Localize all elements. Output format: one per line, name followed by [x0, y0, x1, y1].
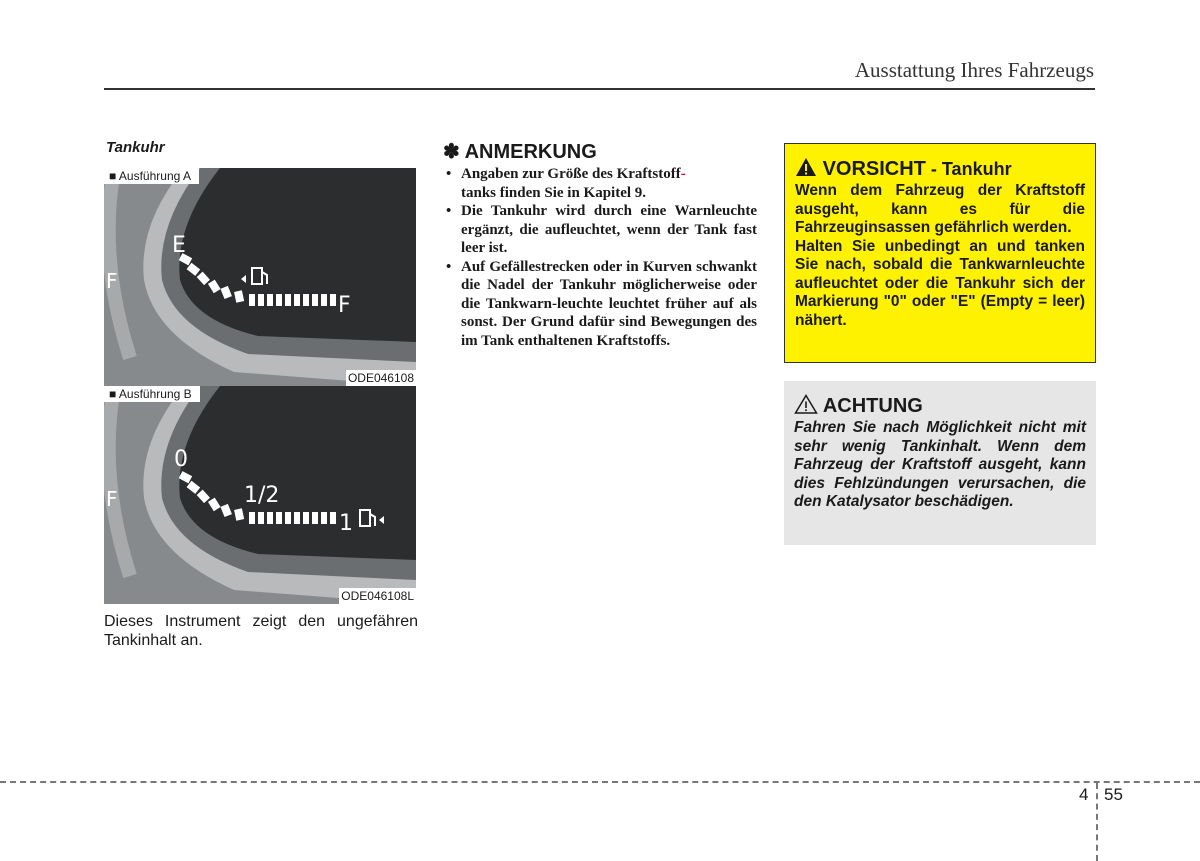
gauge-a-full-mark: F — [338, 293, 351, 318]
warning-filled-icon — [795, 157, 817, 177]
note-symbol: ✽ — [443, 141, 460, 163]
fuel-gauge-image-b — [104, 386, 416, 604]
note-item: • Die Tankuhr wird durch eine Warnleuchte ergänzt, die aufleuchtet, wenn der Tank fast leer ist. — [443, 202, 757, 258]
warning-title: ACHTUNG — [794, 394, 923, 418]
warning-paragraph: Fahren Sie nach Möglichkeit nicht mit sehr wenig Tankinhalt. Wenn dem Fahrzeug der Kraftstoff ausgeht, kann dies Fehlzündungen verursachen, die den Katalysator beschädigen. — [794, 419, 1086, 510]
fuel-gauge-image-a — [104, 168, 416, 386]
footer-divider — [1096, 783, 1098, 861]
partial-scale-mark: F — [106, 487, 118, 511]
gauge-variant-b-label: ■ Ausführung B — [104, 386, 200, 402]
warning-box — [784, 381, 1096, 545]
gauge-b-image-code: ODE046108L — [341, 589, 414, 603]
note-item: • Auf Gefällestrecken oder in Kurven schwankt die Nadel der Tankuhr möglicherweise oder die Tankwarn-leuchte leuchtet früher auf als sonst. Der Grund dafür sind Bewegungen des im Tank enthaltenen Kraftstoffs. — [443, 258, 757, 351]
chapter-number: 4 — [1079, 785, 1089, 804]
gauge-caption: Dieses Instrument zeigt den ungefähren Tankinhalt an. — [104, 613, 418, 649]
gauge-b-half-mark: 1/2 — [244, 483, 280, 508]
running-header-title: Ausstattung Ihres Fahrzeugs — [854, 58, 1094, 82]
caution-title: VORSICHT - Tankuhr — [795, 157, 1012, 181]
partial-scale-mark: F — [106, 269, 118, 293]
note-title: ANMERKUNG — [464, 141, 597, 163]
caution-paragraph: Halten Sie unbedingt an und tanken Sie nach, sobald die Tankwarnleuchte aufleuchtet oder die Tankuhr sich der Markierung "0" oder "E" (Empty = leer) nähert. — [795, 237, 1085, 329]
note-list — [443, 165, 757, 350]
gauge-a-image-code: ODE046108 — [347, 371, 414, 385]
warning-outline-icon — [794, 394, 818, 414]
footer-rule — [0, 781, 1200, 783]
page-number: 55 — [1104, 785, 1123, 804]
note-heading — [443, 139, 597, 164]
section-label-tankuhr: Tankuhr — [106, 139, 165, 156]
gauge-b-full-mark: 1 — [339, 511, 353, 536]
caution-box — [784, 143, 1096, 363]
header-rule — [104, 88, 1095, 90]
gauge-a-empty-mark: E — [172, 233, 186, 258]
note-item: • Angaben zur Größe des Kraftstoff- tanks finden Sie in Kapitel 9. — [443, 165, 757, 202]
gauge-b-empty-mark: 0 — [174, 447, 188, 472]
gauge-variant-a-label: ■ Ausführung A — [104, 168, 199, 184]
warning-text — [794, 419, 1086, 512]
caution-text — [795, 182, 1085, 330]
caution-paragraph: Wenn dem Fahrzeug der Kraftstoff ausgeht, kann es für die Fahrzeuginsassen gefährlich werden. — [795, 182, 1085, 236]
